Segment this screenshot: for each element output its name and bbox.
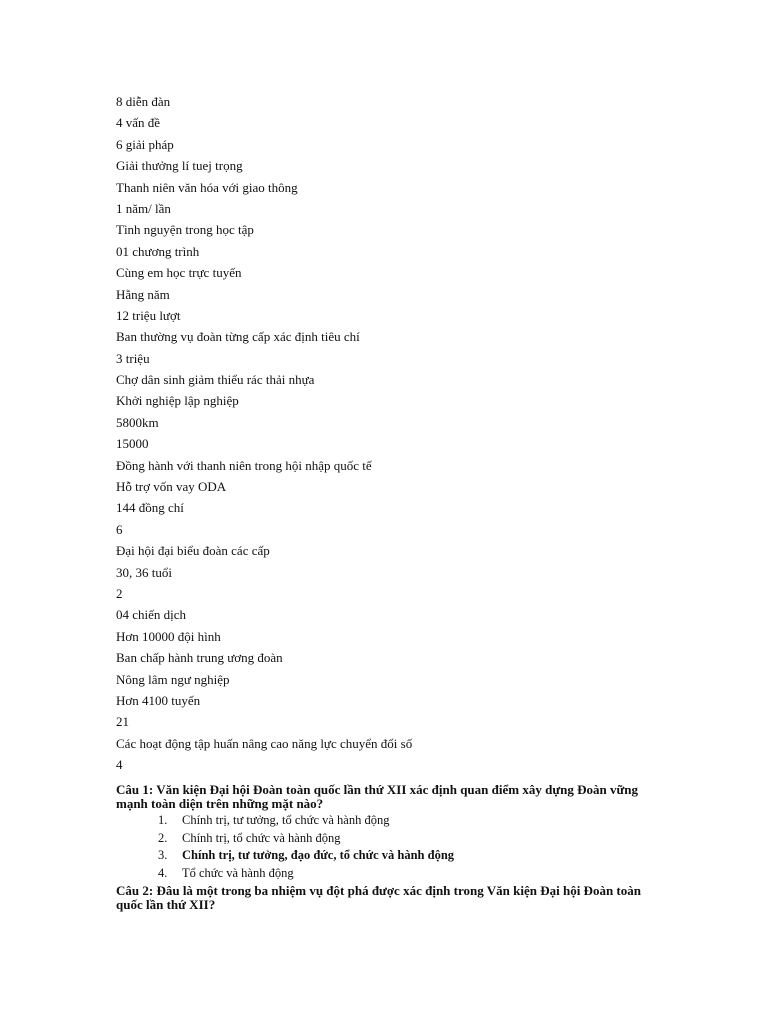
question-section [116, 783, 656, 912]
answer-line: 5800km [116, 414, 159, 430]
answer-line: Chợ dân sinh giảm thiểu rác thải nhựa [116, 372, 315, 388]
answer-line: 15000 [116, 436, 149, 452]
option-number: 1. [158, 813, 168, 827]
answer-line: 4 [116, 757, 123, 773]
option-text: Chính trị, tư tưởng, đạo đức, tổ chức và hành động [182, 848, 455, 862]
answer-line: Giải thưởng lí tuej trọng [116, 158, 243, 174]
answer-line: Các hoạt động tập huấn nâng cao năng lực chuyển đổi số [116, 735, 413, 751]
answer-line: Hơn 10000 đội hình [116, 628, 221, 644]
question-2-title-line1: Câu 2: Đâu là một trong ba nhiệm vụ đột phá được xác định trong Văn kiện Đại hội Đoàn toàn [116, 883, 641, 898]
answer-line: 2 [116, 585, 123, 601]
answer-line: Tình nguyện trong học tập [116, 222, 254, 238]
answer-list [116, 91, 676, 776]
answer-line: Hằng năm [116, 286, 170, 302]
option-number: 4. [158, 865, 168, 880]
answer-line: 1 năm/ lần [116, 200, 171, 216]
answer-line: 6 [116, 521, 123, 537]
answer-line: Cùng em học trực tuyến [116, 265, 242, 281]
answer-line: 4 vấn đề [116, 115, 161, 131]
question-1-title-line2: mạnh toàn diện trên những mặt nào? [116, 796, 324, 811]
answer-line: Hỗ trợ vốn vay ODA [116, 479, 227, 495]
option-2 [116, 830, 656, 848]
option-text: Chính trị, tổ chức và hành động [182, 830, 341, 845]
question-2-title-line2: quốc lần thứ XII? [116, 897, 216, 912]
question-2 [116, 884, 656, 912]
answer-line: Thanh niên văn hóa với giao thông [116, 179, 298, 195]
option-number: 2. [158, 830, 168, 845]
answer-line: Nông lâm ngư nghiệp [116, 671, 230, 687]
answer-line: Đại hội đại biểu đoàn các cấp [116, 543, 270, 559]
answer-line: 04 chiến dịch [116, 607, 187, 623]
option-text: Chính trị, tư tưởng, tổ chức và hành động [182, 813, 390, 827]
answer-line: 12 triệu lượt [116, 307, 181, 323]
answer-line: 30, 36 tuổi [116, 564, 172, 580]
question-1 [116, 783, 656, 882]
option-1 [116, 812, 656, 830]
answer-line: Hơn 4100 tuyến [116, 692, 201, 708]
answer-line: 8 diễn đàn [116, 94, 171, 109]
answer-line: 3 triệu [116, 350, 150, 366]
answer-line: Ban chấp hành trung ương đoàn [116, 650, 283, 666]
option-number: 3. [158, 848, 168, 862]
answer-line: Đồng hành với thanh niên trong hội nhập quốc tế [116, 457, 372, 473]
option-3-correct [116, 847, 656, 865]
answer-line: Khởi nghiệp lập nghiệp [116, 393, 239, 409]
question-1-title-line1: Câu 1: Văn kiện Đại hội Đoàn toàn quốc lần thứ XII xác định quan điểm xây dựng Đoàn vững [116, 782, 638, 797]
answer-line: 144 đồng chí [116, 500, 184, 516]
answer-line: 01 chương trình [116, 243, 200, 259]
answer-line: Ban thường vụ đoàn từng cấp xác định tiêu chí [116, 329, 360, 345]
question-2-title [116, 884, 656, 912]
option-4 [116, 865, 656, 883]
question-1-title [116, 783, 656, 811]
answer-line: 6 giải pháp [116, 136, 174, 152]
option-text: Tổ chức và hành động [182, 865, 294, 880]
question-1-options [116, 812, 656, 882]
answer-line: 21 [116, 714, 129, 730]
